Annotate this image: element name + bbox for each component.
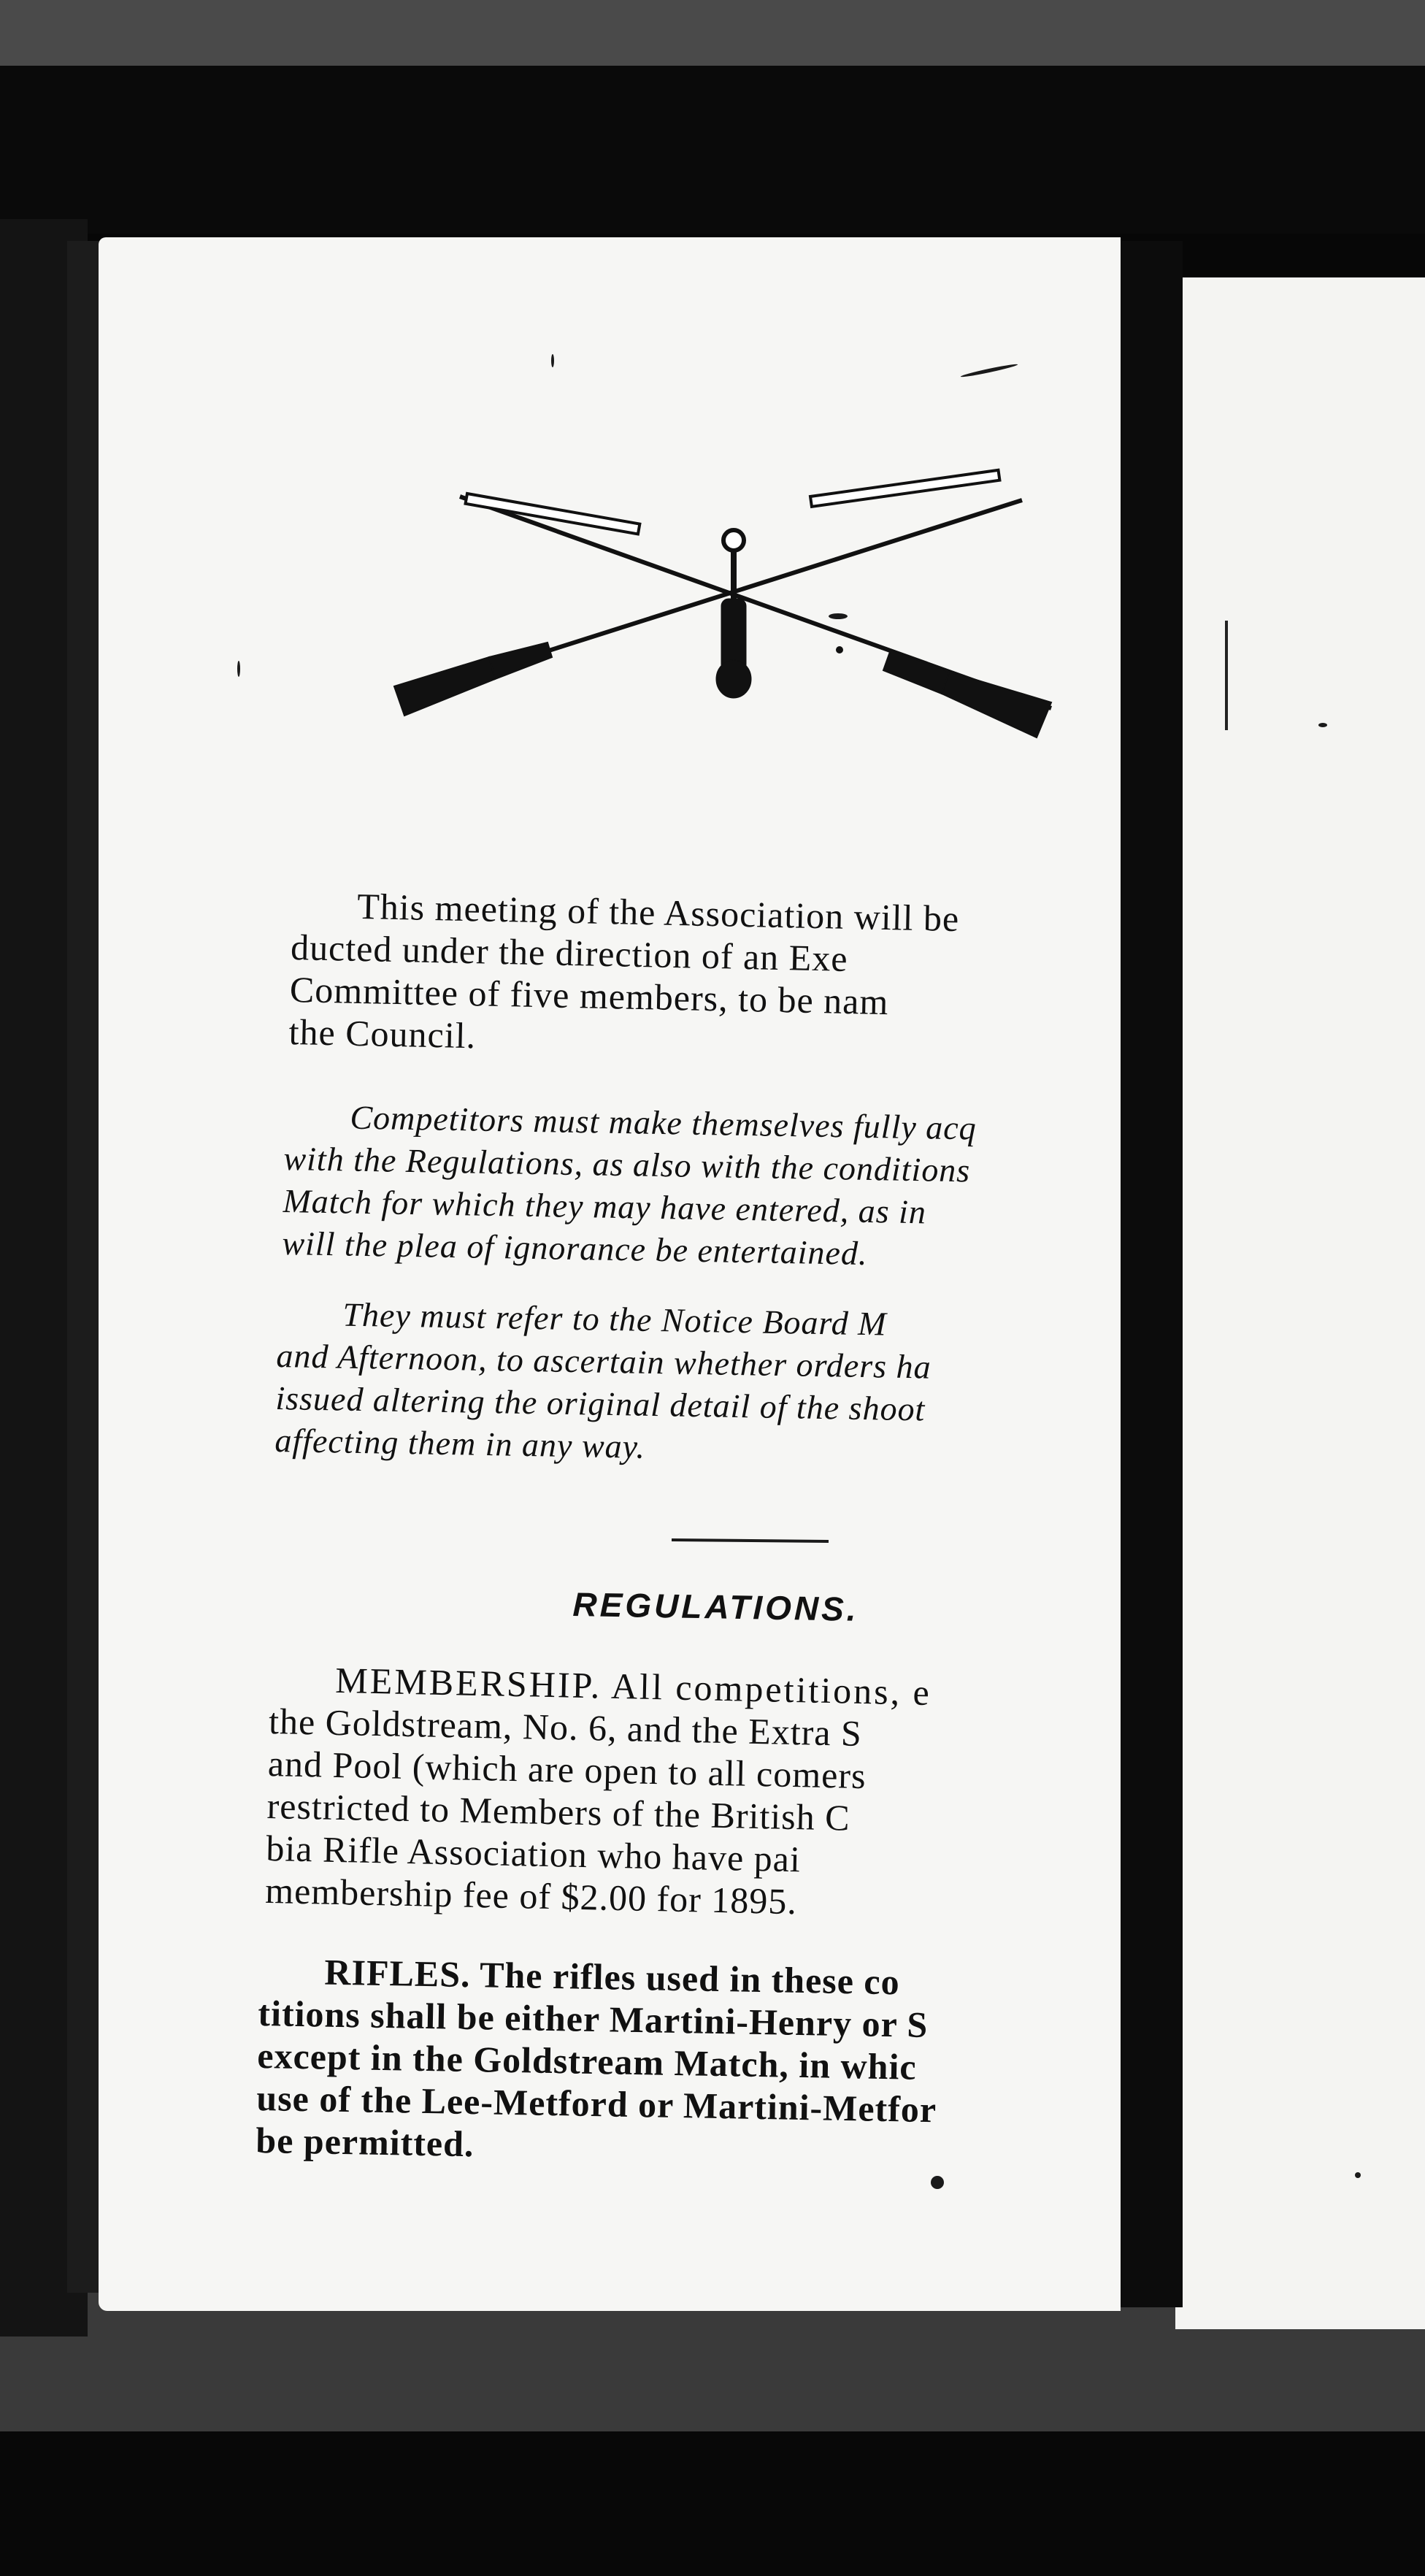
- text-line: with the Regulations, as also with the conditions: [283, 1139, 971, 1189]
- rifle-barrels: [466, 470, 1000, 534]
- page-speck: [551, 354, 554, 367]
- intro-paragraph: [288, 883, 1110, 1070]
- facing-page-mark: [1225, 621, 1228, 730]
- rifles-paragraph: [256, 1950, 1080, 2176]
- bugle-centerpiece: [716, 530, 751, 698]
- text-line: the Council.: [288, 1011, 477, 1057]
- emblem-speck: [836, 646, 843, 653]
- facing-page-speck: [1318, 723, 1327, 727]
- text-line: MEMBERSHIP. All competitions, e: [334, 1659, 932, 1713]
- text-line: restricted to Members of the British C: [266, 1785, 851, 1839]
- page-speck: [931, 2176, 944, 2189]
- text-line: Committee of five members, to be nam: [289, 968, 889, 1023]
- text-line: the Goldstream, No. 6, and the Extra S: [268, 1700, 863, 1754]
- text-line: use of the Lee-Metford or Martini-Metfor: [256, 2077, 937, 2131]
- facing-page: [1175, 277, 1425, 2329]
- text-line: bia Rifle Association who have pai: [265, 1827, 802, 1880]
- text-line: will the plea of ignorance be entertained.: [282, 1224, 868, 1272]
- text-line: They must refer to the Notice Board M: [342, 1295, 888, 1343]
- membership-paragraph: [265, 1657, 1088, 1928]
- text-line: and Afternoon, to ascertain whether orders ha: [276, 1336, 932, 1386]
- text-line: affecting them in any way.: [274, 1421, 646, 1465]
- scan-shadow-bottom: [0, 2431, 1425, 2576]
- text-line: RIFLES. The rifles used in these co: [323, 1951, 901, 2003]
- text-line: ducted under the direction of an Exe: [290, 926, 849, 979]
- crossed-rifles-emblem: [380, 438, 1066, 876]
- scan-shadow-top: [0, 66, 1425, 234]
- notice-paragraph: [274, 1292, 1110, 1476]
- facing-page-speck: [1355, 2172, 1361, 2178]
- text-line: membership fee of $2.00 for 1895.: [264, 1869, 798, 1923]
- text-line: and Pool (which are open to all comers: [267, 1742, 867, 1797]
- rifle-right: [460, 497, 1051, 737]
- text-line: be permitted.: [255, 2119, 475, 2165]
- text-line: Competitors must make themselves fully acq: [350, 1098, 977, 1147]
- regulations-heading: REGULATIONS.: [572, 1584, 860, 1628]
- text-line: issued altering the original detail of the shoot: [275, 1379, 926, 1428]
- text-line: Match for which they may have entered, as in: [283, 1181, 927, 1231]
- text-line: except in the Goldstream Match, in whic: [256, 2034, 918, 2088]
- text-line: titions shall be either Martini-Henry or S: [257, 1992, 929, 2046]
- text-line: This meeting of the Association will be: [356, 885, 960, 940]
- competitors-paragraph: [282, 1095, 1110, 1279]
- page-speck: [237, 661, 240, 677]
- page-speck: [960, 363, 1018, 379]
